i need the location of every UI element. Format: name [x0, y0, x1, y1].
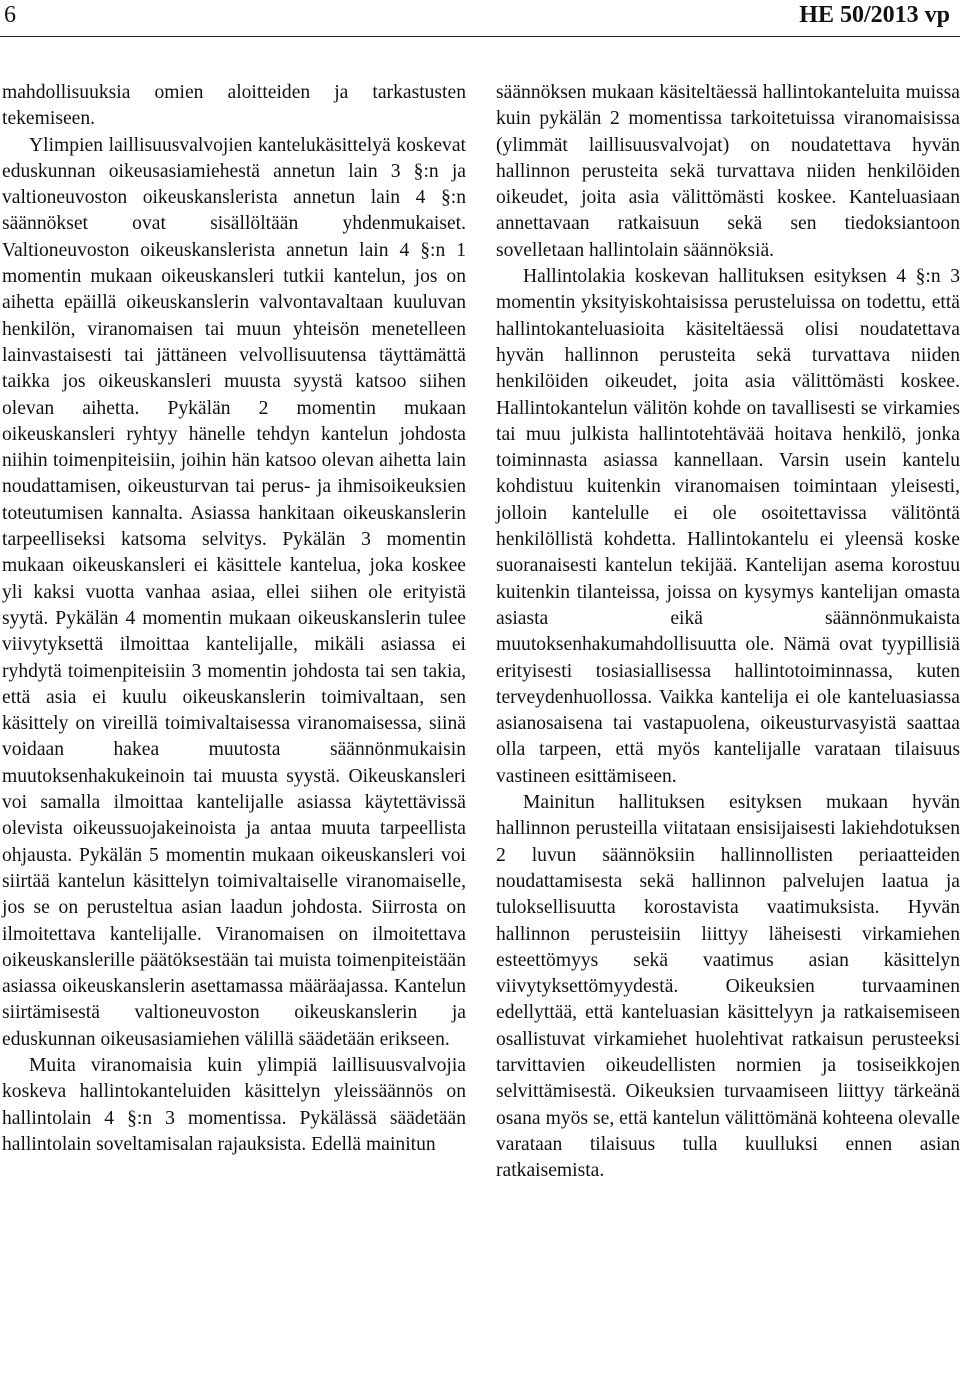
left-column [2, 80, 466, 1158]
header-rule [0, 36, 960, 37]
paragraph: Muita viranomaisia kuin ylimpiä laillisuusvalvojia koskeva hallintokanteluiden käsittelyn yleissäännös on hallintolain 4 §:n 3 momentissa. Pykälässä säädetään hallintolain soveltamisalan rajauksista. Edellä mainitun [2, 1054, 466, 1155]
paragraph: Ylimpien laillisuusvalvojien kantelukäsittelyä koskevat eduskunnan oikeusasiamiehestä annetun lain 3 §:n ja valtioneuvoston oikeuskanslerista annetun lain 4 §:n säännökset ovat sisällöltään yhdenmukaiset. Valtioneuvoston oikeuskanslerista annetun lain 4 §:n 1 momentin mukaan oikeuskansleri tutkii kantelun, jos on aihetta epäillä oikeuskanslerin valvontavaltaan kuuluvan henkilön, viranomaisen tai muun yhteisön menetelleen lainvastaisesti tai jättäneen velvollisuutensa täyttämättä taikka jos oikeuskansleri muusta syystä katsoo siihen olevan aihetta. Pykälän 2 momentin mukaan oikeuskansleri ryhtyy hänelle tehdyn kantelun johdosta niihin toimenpiteisiin, joihin hän katsoo olevan aihetta lain noudattamisen, oikeusturvan tai perus- ja ihmisoikeuksien toteutumisen kannalta. Asiassa hankitaan oikeuskanslerin tarpeelliseksi katsoma selvitys. Pykälän 3 momentin mukaan oikeuskansleri ei käsittele kantelua, joka koskee yli kaksi vuotta vanhaa asiaa, ellei siihen ole erityistä syytä. Pykälän 4 momentin mukaan oikeuskanslerin tulee viivytyksettä ilmoittaa kantelijalle, mikäli asiassa ei ryhdytä toimenpiteisiin 3 momentin johdosta tai sen takia, että asia ei kuulu oikeuskanslerin toimivaltaan, sen käsittely on vireillä toimivaltaisessa viranomaisessa, siinä voidaan hakea muutosta säännönmukaisin muutoksenhakukeinoin tai muusta syystä. Oikeuskansleri voi samalla ilmoittaa kantelijalle asiassa käytettävissä olevista oikeussuojakeinoista ja antaa muuta tarpeellista ohjausta. Pykälän 5 momentin mukaan oikeuskansleri voi siirtää kantelun käsittelyn toimivaltaiselle viranomaiselle, jos se on perusteltua asian laadun johdosta. Siirrosta on ilmoitettava kantelijalle. Viranomaisen on ilmoitettava oikeuskanslerille päätöksestään tai muista toimenpiteistään asiassa oikeuskanslerin asettamassa määräajassa. Kantelun siirtämisestä valtioneuvoston oikeuskanslerin ja eduskunnan oikeusasiamiehen välillä säädetään erikseen. [2, 134, 466, 1050]
page-number: 6 [4, 2, 16, 28]
paragraph: säännöksen mukaan käsiteltäessä hallintokanteluita muissa kuin pykälän 2 momentissa tarkoitetuissa viranomaisissa (ylimmät laillisuusvalvojat) on noudatettava hyvän hallinnon perusteita sekä turvattava niiden henkilöiden oikeudet, joita asia välittömästi koskee. Kanteluasiaan annettavaan ratkaisuun sekä sen tiedoksiantoon sovelletaan hallintolain säännöksiä. [496, 82, 960, 261]
page-header [0, 0, 960, 44]
right-column [496, 80, 960, 1184]
document-id: HE 50/2013 vp [799, 2, 950, 28]
paragraph: Hallintolakia koskevan hallituksen esityksen 4 §:n 3 momentin yksityiskohtaisissa perusteluissa on todettu, että hallintokanteluasioita käsiteltäessä olisi noudatettava hyvän hallinnon perusteita sekä turvattava niiden henkilöiden oikeudet, joita asia välittömästi koskee. Hallintokantelun välitön kohde on tavallisesti se virkamies tai muu julkista hallintotehtävää hoitava henkilö, jonka toiminnasta asiassa kannellaan. Varsin usein kantelu kohdistuu kuitenkin viranomaisen toimintaan yleisesti, jolloin kantelulle ei ole osoitettavissa välitöntä henkilöllistä kohdetta. Hallintokantelu ei yleensä koske suoranaisesti kantelun tekijää. Kantelijan asema korostuu kuitenkin tilanteissa, joissa on kysymys kantelijan omasta asiasta eikä säännönmukaista muutoksenhakumahdollisuutta ole. Nämä ovat tyypillisiä erityisesti tosiasiallisessa hallintotoiminnassa, kuten terveydenhuollossa. Vaikka kantelija ei ole kanteluasiassa asianosaisena tai vastapuolena, oikeusturvasyistä saattaa olla tarpeen, että myös kantelijalle varataan tilaisuus vastineen esittämiseen. [496, 266, 960, 787]
paragraph: Mainitun hallituksen esityksen mukaan hyvän hallinnon perusteilla viitataan ensisijaisesti lakiehdotuksen 2 luvun säännöksiin hallinnollisten periaatteiden noudattamisesta sekä hallinnon palvelujen laatua ja tuloksellisuutta korostavista vaatimuksista. Hyvän hallinnon perusteisiin liittyy läheisesti virkamiehen esteettömyys sekä vaatimus asian käsittelyn viivytyksettömyydestä. Oikeuksien turvaaminen edellyttää, että kanteluasian käsittelyyn ja ratkaisemiseen osallistuvat virkamiehet huolehtivat ratkaisun perusteeksi tarvittavien oikeudellisten normien ja tosiseikkojen selvittämisestä. Oikeuksien turvaamiseen liittyy tärkeänä osana myös se, että kantelun välittömänä kohteena olevalle varataan tilaisuus tulla kuulluksi ennen asian ratkaisemista. [496, 792, 960, 1182]
paragraph: mahdollisuuksia omien aloitteiden ja tarkastusten tekemiseen. [2, 82, 466, 130]
